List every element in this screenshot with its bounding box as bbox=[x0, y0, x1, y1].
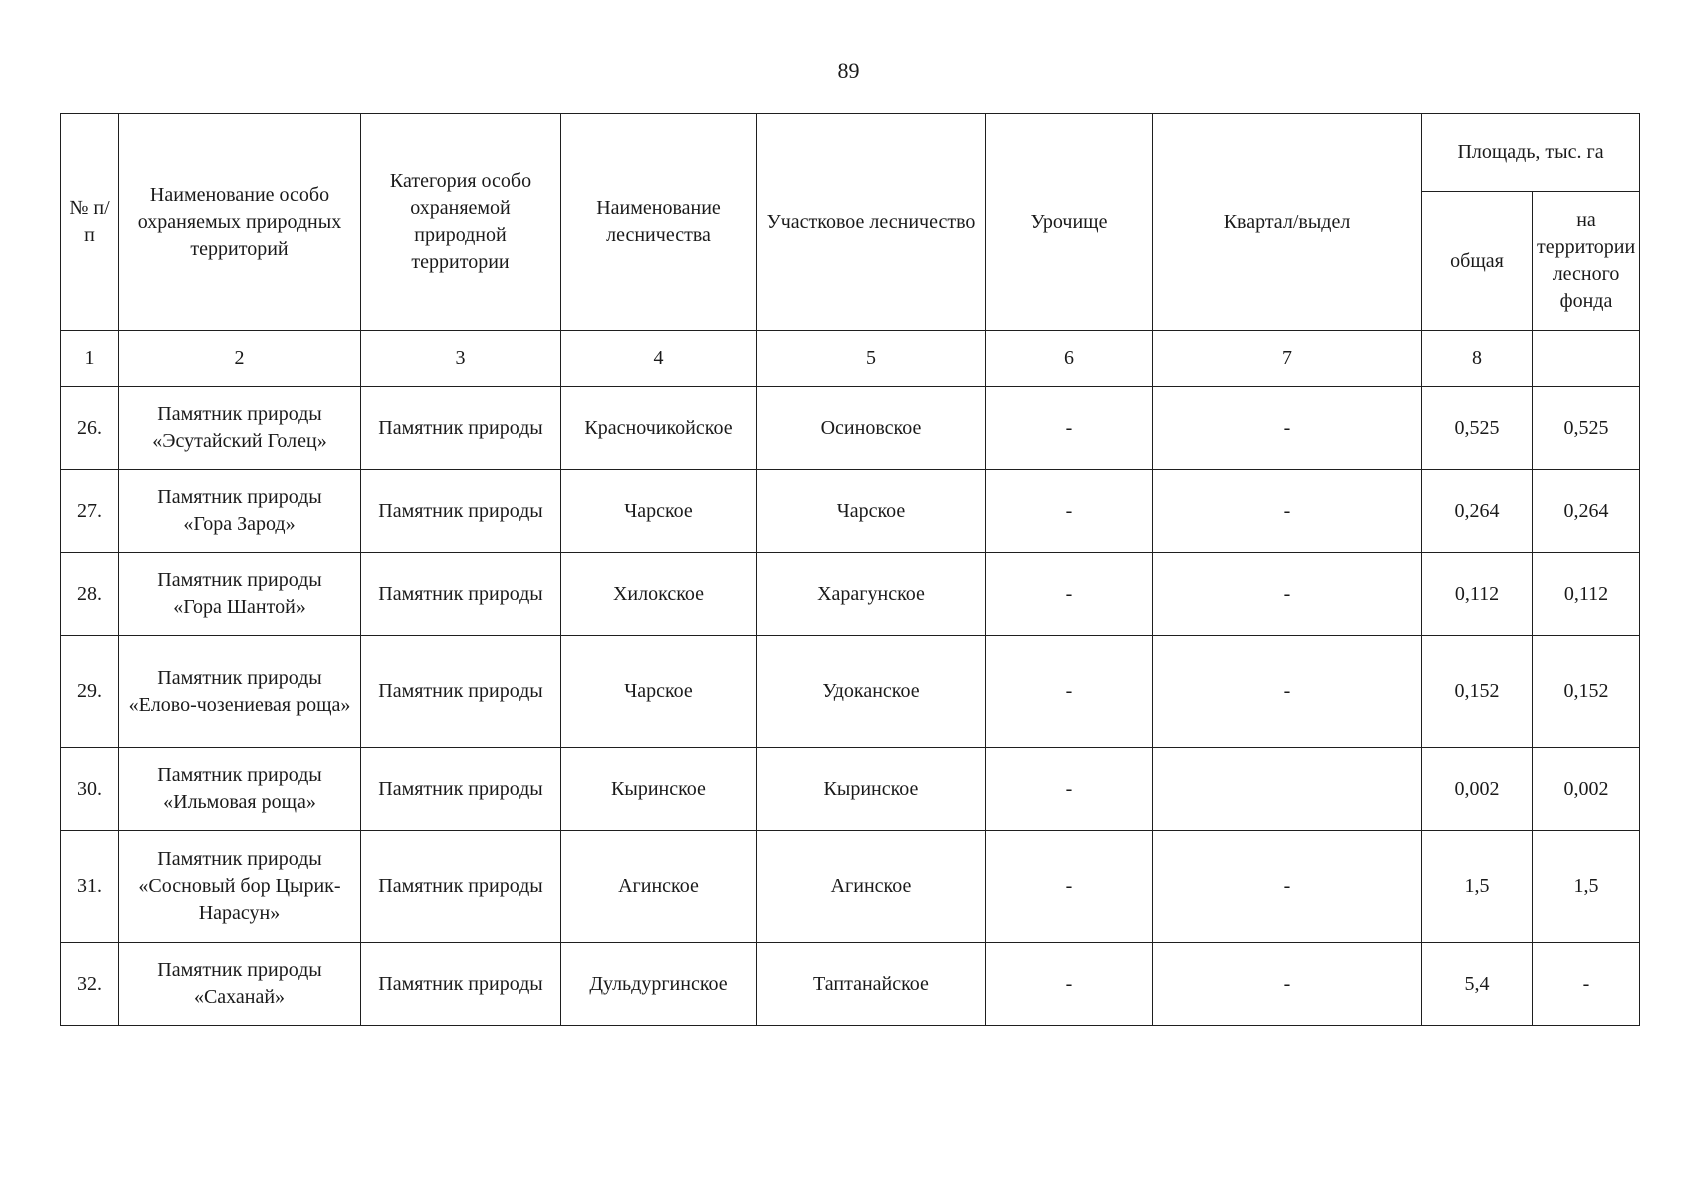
row-area-forest: 0,152 bbox=[1533, 636, 1640, 748]
row-name-title: «Гора Зарод» bbox=[183, 513, 296, 535]
row-name-title: «Ильмовая роща» bbox=[163, 791, 316, 813]
row-name-title: «Сосновый бор Цырик-Нарасун» bbox=[138, 875, 341, 924]
row-name bbox=[119, 387, 361, 470]
row-forestry: Кыринское bbox=[561, 748, 757, 831]
row-category: Памятник природы bbox=[361, 553, 561, 636]
header-area-total: общая bbox=[1422, 192, 1533, 331]
row-num: 28. bbox=[61, 553, 119, 636]
column-number: 4 bbox=[561, 331, 757, 387]
row-district-forestry: Кыринское bbox=[757, 748, 986, 831]
row-forestry: Хилокское bbox=[561, 553, 757, 636]
row-category: Памятник природы bbox=[361, 387, 561, 470]
row-area-total: 5,4 bbox=[1422, 943, 1533, 1026]
column-number: 1 bbox=[61, 331, 119, 387]
row-area-total: 0,002 bbox=[1422, 748, 1533, 831]
header-category: Категория особо охраняемой природной территории bbox=[361, 114, 561, 331]
column-numbers-row bbox=[61, 331, 1640, 387]
row-quarter: - bbox=[1153, 831, 1422, 943]
row-quarter: - bbox=[1153, 470, 1422, 553]
row-area-total: 0,152 bbox=[1422, 636, 1533, 748]
row-num: 27. bbox=[61, 470, 119, 553]
row-name-title: «Саханай» bbox=[193, 986, 286, 1008]
row-category: Памятник природы bbox=[361, 470, 561, 553]
table-row bbox=[61, 553, 1640, 636]
row-area-forest: - bbox=[1533, 943, 1640, 1026]
row-name-type: Памятник природы bbox=[157, 666, 322, 689]
table-header bbox=[61, 114, 1640, 387]
row-tract: - bbox=[986, 831, 1153, 943]
row-area-forest: 1,5 bbox=[1533, 831, 1640, 943]
row-quarter: - bbox=[1153, 553, 1422, 636]
header-name: Наименование особо охраняемых природных территорий bbox=[119, 114, 361, 331]
column-number: 7 bbox=[1153, 331, 1422, 387]
row-name bbox=[119, 748, 361, 831]
row-name-type: Памятник природы bbox=[157, 403, 322, 425]
table-body bbox=[61, 387, 1640, 1026]
row-forestry: Дульдургинское bbox=[561, 943, 757, 1026]
protected-areas-table bbox=[60, 113, 1640, 1026]
row-name bbox=[119, 943, 361, 1026]
header-area-forest: на территории лесного фонда bbox=[1533, 192, 1640, 331]
table-row bbox=[61, 636, 1640, 748]
row-district-forestry: Таптанайское bbox=[757, 943, 986, 1026]
row-tract: - bbox=[986, 470, 1153, 553]
table-row bbox=[61, 831, 1640, 943]
row-category: Памятник природы bbox=[361, 943, 561, 1026]
row-name bbox=[119, 470, 361, 553]
row-name-title: «Эсутайский Голец» bbox=[152, 430, 327, 452]
row-district-forestry: Удоканское bbox=[757, 636, 986, 748]
column-number: 2 bbox=[119, 331, 361, 387]
row-area-forest: 0,264 bbox=[1533, 470, 1640, 553]
row-area-total: 0,112 bbox=[1422, 553, 1533, 636]
row-category: Памятник природы bbox=[361, 636, 561, 748]
row-num: 29. bbox=[61, 636, 119, 748]
row-name-type: Памятник природы bbox=[157, 486, 322, 508]
row-area-total: 1,5 bbox=[1422, 831, 1533, 943]
row-quarter: - bbox=[1153, 387, 1422, 470]
row-quarter: - bbox=[1153, 943, 1422, 1026]
row-num: 32. bbox=[61, 943, 119, 1026]
row-name-type: Памятник природы bbox=[157, 569, 322, 591]
header-tract: Урочище bbox=[986, 114, 1153, 331]
row-forestry: Агинское bbox=[561, 831, 757, 943]
row-tract: - bbox=[986, 943, 1153, 1026]
row-name bbox=[119, 553, 361, 636]
row-name-title: «Гора Шантой» bbox=[173, 596, 306, 618]
row-category: Памятник природы bbox=[361, 831, 561, 943]
column-number: 6 bbox=[986, 331, 1153, 387]
row-forestry: Красночикойское bbox=[561, 387, 757, 470]
row-district-forestry: Агинское bbox=[757, 831, 986, 943]
header-num: № п/п bbox=[61, 114, 119, 331]
table-row bbox=[61, 470, 1640, 553]
row-district-forestry: Харагунское bbox=[757, 553, 986, 636]
row-num: 30. bbox=[61, 748, 119, 831]
row-num: 26. bbox=[61, 387, 119, 470]
header-district-forestry: Участковое лесничество bbox=[757, 114, 986, 331]
row-tract: - bbox=[986, 636, 1153, 748]
page-number: 89 bbox=[837, 58, 860, 83]
row-name-type: Памятник природы bbox=[157, 764, 322, 786]
row-forestry: Чарское bbox=[561, 636, 757, 748]
row-name bbox=[119, 636, 361, 748]
row-area-forest: 0,112 bbox=[1533, 553, 1640, 636]
row-tract: - bbox=[986, 748, 1153, 831]
row-quarter bbox=[1153, 748, 1422, 831]
header-forestry: Наименование лесничества bbox=[561, 114, 757, 331]
row-area-forest: 0,002 bbox=[1533, 748, 1640, 831]
row-num: 31. bbox=[61, 831, 119, 943]
table-row bbox=[61, 748, 1640, 831]
row-area-total: 0,264 bbox=[1422, 470, 1533, 553]
header-area: Площадь, тыс. га bbox=[1422, 114, 1640, 192]
row-name-title: «Елово-чозениевая роща» bbox=[128, 693, 351, 716]
column-number: 8 bbox=[1422, 331, 1533, 387]
column-number: 3 bbox=[361, 331, 561, 387]
row-district-forestry: Осиновское bbox=[757, 387, 986, 470]
row-tract: - bbox=[986, 387, 1153, 470]
row-category: Памятник природы bbox=[361, 748, 561, 831]
table-row bbox=[61, 387, 1640, 470]
row-area-total: 0,525 bbox=[1422, 387, 1533, 470]
column-number bbox=[1533, 331, 1640, 387]
column-number: 5 bbox=[757, 331, 986, 387]
row-forestry: Чарское bbox=[561, 470, 757, 553]
row-area-forest: 0,525 bbox=[1533, 387, 1640, 470]
row-tract: - bbox=[986, 553, 1153, 636]
row-name-type: Памятник природы bbox=[157, 959, 322, 981]
row-name bbox=[119, 831, 361, 943]
row-name-type: Памятник природы bbox=[157, 848, 322, 870]
table-row bbox=[61, 943, 1640, 1026]
header-quarter: Квартал/выдел bbox=[1153, 114, 1422, 331]
row-district-forestry: Чарское bbox=[757, 470, 986, 553]
row-quarter: - bbox=[1153, 636, 1422, 748]
